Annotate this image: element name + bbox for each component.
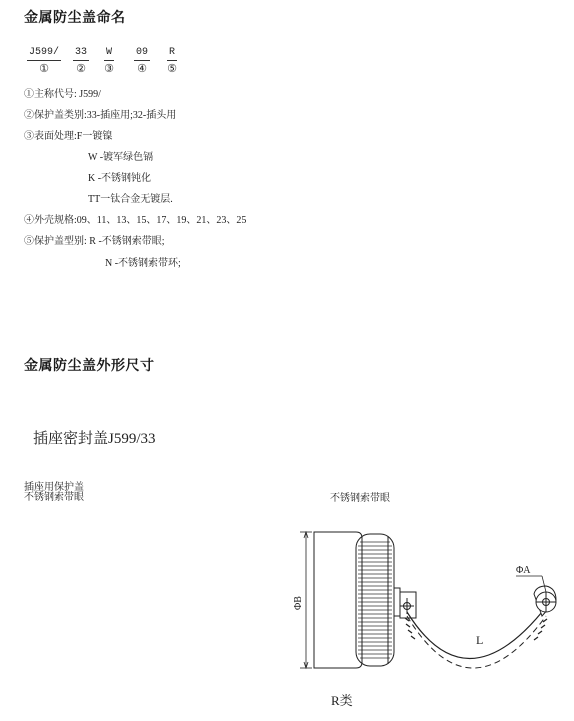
desc-line-3: ③表面处理:F一镀镍 xyxy=(24,131,113,142)
part-code-row xyxy=(24,47,180,77)
code-part-4 xyxy=(132,47,152,77)
code-part-3 xyxy=(101,47,117,77)
code-part-2-text: 33 xyxy=(73,47,89,61)
desc-line-4: W -镀军绿色镉 xyxy=(88,152,154,163)
left-label-line-2: 不锈钢索带眼 xyxy=(24,492,84,503)
cap-body-outline xyxy=(314,532,362,668)
section-title-dimensions: 金属防尘盖外形尺寸 xyxy=(24,358,155,374)
desc-line-6: TT一钛合金无镀层. xyxy=(88,194,173,205)
cable-solid xyxy=(407,612,542,659)
cap-lug xyxy=(394,588,416,618)
dim-l-label: L xyxy=(476,633,484,647)
desc-line-8: ⑤保护盖型别: R -不锈钢索带眼; xyxy=(24,236,165,247)
code-part-5-text: R xyxy=(167,47,177,61)
dim-b-label: ΦB xyxy=(293,596,304,610)
code-part-2 xyxy=(71,47,91,77)
dim-a-label: ΦA xyxy=(516,565,531,576)
desc-line-2: ②保护盖类别:33-插座用;32-插头用 xyxy=(24,110,177,121)
drawing-top-label: 不锈钢索带眼 xyxy=(330,493,390,504)
code-part-1-text: J599/ xyxy=(27,47,61,61)
desc-line-7: ④外壳规格:09、11、13、15、17、19、21、23、25 xyxy=(24,215,247,226)
code-part-1 xyxy=(24,47,64,77)
code-part-1-num: ① xyxy=(39,64,49,76)
code-part-3-num: ③ xyxy=(104,64,114,76)
type-label: R类 xyxy=(331,693,353,708)
product-title: 插座密封盖J599/33 xyxy=(33,431,156,447)
desc-line-9: N -不锈钢索带环; xyxy=(105,258,181,269)
code-part-2-num: ② xyxy=(76,64,86,76)
desc-line-1: ①主称代号: J599/ xyxy=(24,89,101,100)
left-label-line-1: 插座用保护盖 xyxy=(24,482,84,493)
section-title-naming: 金属防尘盖命名 xyxy=(24,10,126,26)
desc-line-5: K -不锈钢钝化 xyxy=(88,173,152,184)
code-part-4-text: 09 xyxy=(134,47,150,61)
code-part-5 xyxy=(164,47,180,77)
code-part-4-num: ④ xyxy=(137,64,147,76)
cable-eye xyxy=(534,586,556,616)
code-part-3-text: W xyxy=(104,47,114,61)
code-part-5-num: ⑤ xyxy=(167,64,177,76)
